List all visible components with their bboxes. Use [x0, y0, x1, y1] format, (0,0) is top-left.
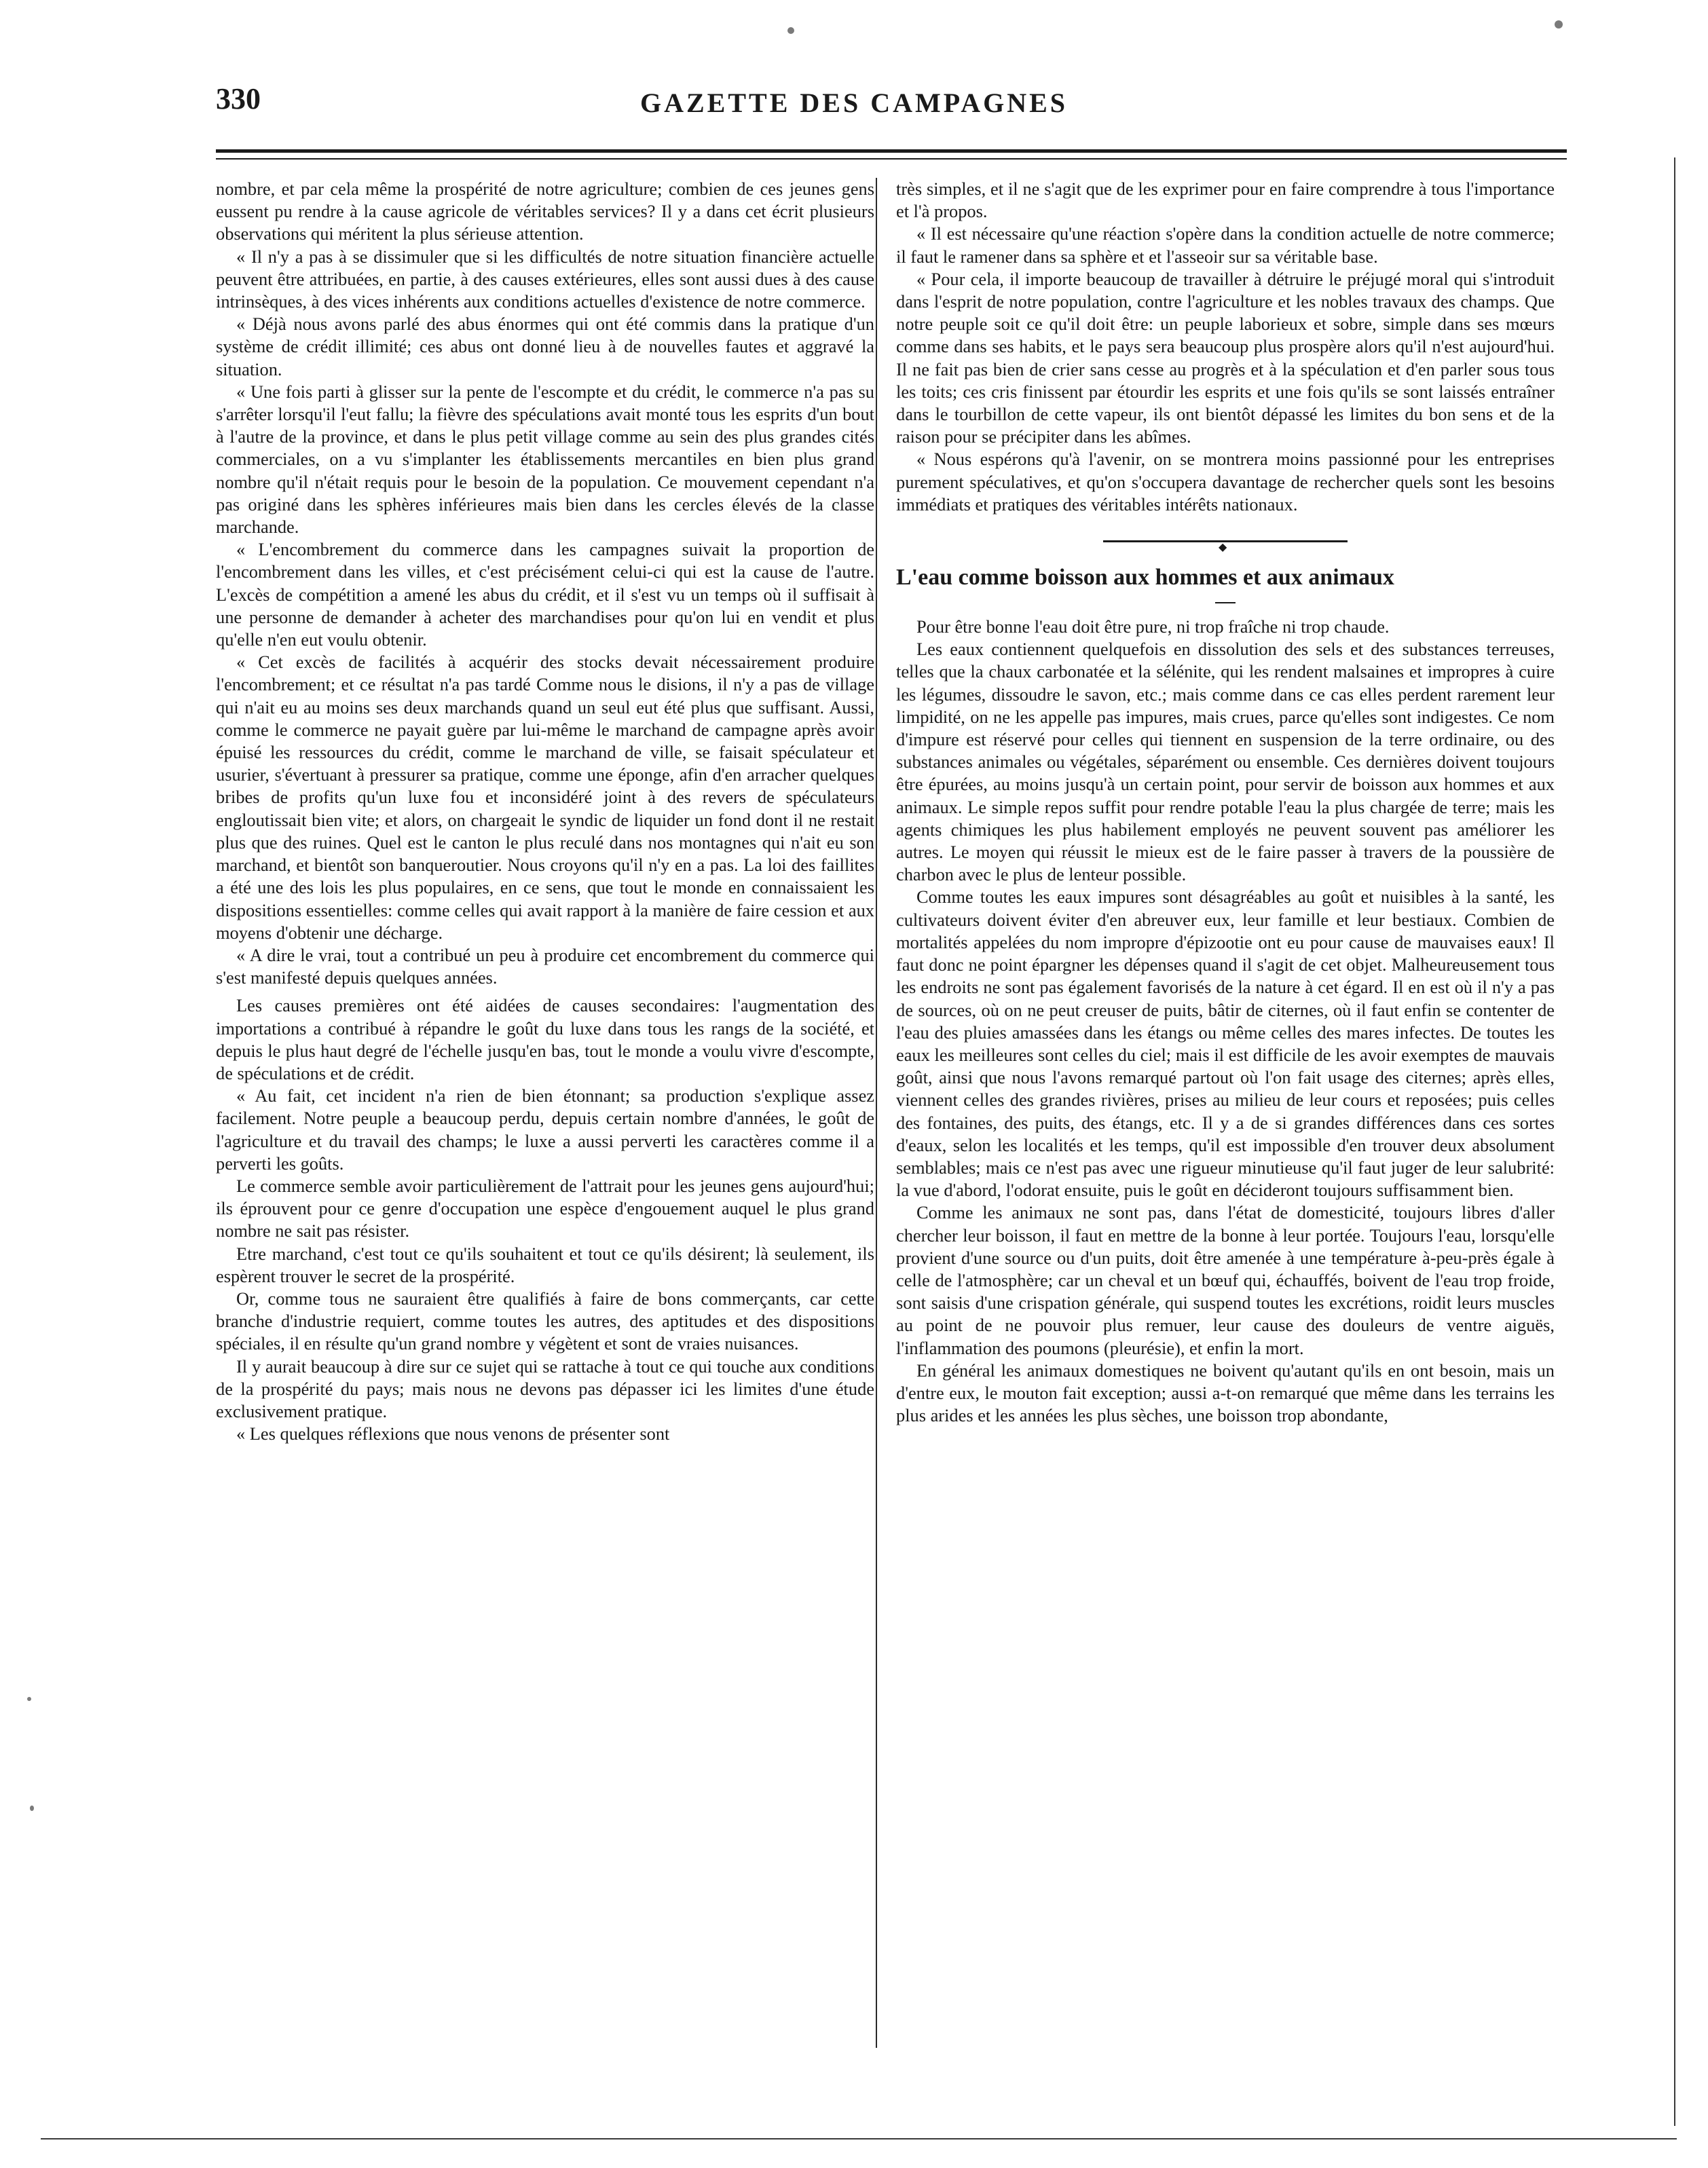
page-number: 330: [216, 82, 261, 115]
paragraph: « Les quelques réflexions que nous venons de présenter sont: [236, 1423, 670, 1444]
column-divider: [876, 178, 877, 2048]
scan-speck: [30, 1806, 34, 1811]
paragraph: « A dire le vrai, tout a contribué un peu à produire cet encombrement du commerce qui s'est manifesté depuis quelques années.: [216, 944, 874, 988]
paragraph: Pour être bonne l'eau doit être pure, ni trop fraîche ni trop chaude.: [916, 616, 1390, 637]
paragraph: « Au fait, cet incident n'a rien de bien étonnant; sa production s'explique assez facilement. Notre peuple a beaucoup perdu, depuis certain nombre d'années, le goût de l'agriculture et du travail des champs; le luxe a aussi perverti les caractères comme il a perverti les goûts.: [216, 1085, 874, 1174]
separator-ornament: ◆: [1219, 542, 1227, 554]
paragraph: En général les animaux domestiques ne boivent qu'autant qu'ils en ont besoin, mais un d'entre eux, le mouton fait exception; aussi a-t-on remarqué que même dans les terrains les plus arides et les années les plus sèches, une boisson trop abondante,: [896, 1360, 1555, 1426]
right-column: [896, 178, 1555, 1427]
paragraph: Or, comme tous ne sauraient être qualifiés à faire de bons commerçants, car cette branche d'industrie requiert, comme toutes les autres, des aptitudes et des dispositions spéciales, il en résulte qu'un grand nombre y végètent et sont de vraies nuisances.: [216, 1288, 874, 1354]
paragraph: Comme les animaux ne sont pas, dans l'état de domesticité, toujours libres d'aller chercher leur boisson, il faut en mettre de la bonne à leur portée. Toujours l'eau, lorsqu'elle provient d'une source ou d'un puits, doit être amenée à une température à-peu-près égale à celle de l'atmosphère; car un cheval et un bœuf qui, échauffés, boivent de l'eau trop froide, sont saisis d'une crispation générale, qui suspend toutes les excrétions, roidit leurs muscles au point de ne pouvoir plus remuer, leur cause des douleurs de ventre aiguës, l'inflammation des poumons (pleurésie), et enfin la mort.: [896, 1202, 1555, 1358]
title-rule: [1215, 602, 1236, 603]
paragraph: Comme toutes les eaux impures sont désagréables au goût et nuisibles à la santé, les cultivateurs doivent éviter d'en abreuver eux, leur famille et leur bestiaux. Combien de mortalités appelées du nom impropre d'épizootie ont eu pour cause de mauvaises eaux! Il faut donc ne point épargner les dépenses quand il s'agit de cet objet. Malheureusement tous les endroits ne sont pas également favorisés de la nature à cet égard. Il en est où il n'y a pas de sources, où on ne peut creuser de puits, bâtir de citernes, où il faut enfin se contenter de l'eau des pluies amassées dans les étangs ou même celles des mares infectes. De toutes les eaux les meilleures sont celles du ciel; mais il est difficile de les avoir exemptes de mauvais goût, ainsi que nous l'avons remarqué partout où l'on fait usage des citernes; après elles, viennent celles des grandes rivières, prises au milieu de leur cours et reposées; puis celles des fontaines, des puits, des étangs, etc. Il y a de si grandes différences dans ces sortes d'eaux, selon les localités et les temps, qu'il est impossible d'en trouver deux absolument semblables; mais ce n'est pas avec une rigueur minutieuse qu'il faut juger de leur salubrité: la vue d'abord, l'odorat ensuite, puis le goût en décideront toujours suffisamment bien.: [896, 886, 1555, 1201]
paragraph: « Cet excès de facilités à acquérir des stocks devait nécessairement produire l'encombrement; et ce résultat n'a pas tardé Comme nous le disions, il n'y a pas de village qui n'ait eu au moins ses deux marchands quand un seul eut été plus que suffisant. Aussi, comme le commerce ne payait guère par lui-même le marchand de campagne après avoir épuisé les ressources du crédit, comme le marchand de ville, se faisait spéculateur et usurier, s'évertuant à pressurer sa pratique, comme une éponge, afin d'en arracher quelques bribes de profits qu'un luxe fou et inconsidéré joint à des revers de spéculateurs engloutissait bien vite; et alors, on chargeait le syndic de liquider un fond dont il ne restait plus que des ruines. Quel est le canton le plus reculé dans nos montagnes qui n'ait eu son marchand, et bientôt son banqueroutier. Nous croyons qu'il n'y en a pas. La loi des faillites a été une des lois les plus populaires, en ce sens, que tout le monde en connaissaient les dispositions essentielles: comme celles qui avait rapport à la manière de faire cession et aux moyens d'obtenir une décharge.: [216, 652, 874, 943]
paragraph: nombre, et par cela même la prospérité de notre agriculture; combien de ces jeunes gens eussent pu rendre à la cause agricole de véritables services? Il y a dans cet écrit plusieurs observations qui méritent la plus sérieuse attention.: [216, 179, 874, 244]
paragraph: très simples, et il ne s'agit que de les exprimer pour en faire comprendre à tous l'importance et l'à propos.: [896, 179, 1555, 222]
paragraph: Etre marchand, c'est tout ce qu'ils souhaitent et tout ce qu'ils désirent; là seulement, ils espèrent trouver le secret de la prospérité.: [216, 1243, 874, 1286]
paragraph: Les eaux contiennent quelquefois en dissolution des sels et des substances terreuses, telles que la chaux carbonatée et la sélénite, qui les rendent malsaines et impropres à cuire les légumes, dissoudre le savon, etc.; mais comme dans ce cas elles perdent rarement leur limpidité, on ne les appelle pas impures, mais crues, parce qu'elles sont indigestes. Ce nom d'impure est réservé pour celles qui tiennent en suspension de la terre ordinaire, ou des substances animales ou végétales, séparément ou ensemble. Ces dernières doivent toujours être épurées, au moins jusqu'à un certain point, pour servir de boisson aux hommes et aux animaux. Le simple repos suffit pour rendre potable l'eau la plus chargée de terre; mais les agents chimiques les plus habilement employés ne peuvent souvent pas améliorer les autres. Le moyen qui réussit le mieux est de le faire passer à travers de la poussière de charbon avec le plus de lenteur possible.: [896, 639, 1555, 885]
paragraph: Les causes premières ont été aidées de causes secondaires: l'augmentation des importations a contribué à répandre le goût du luxe dans tous les rangs de la société, et depuis le plus haut degré de l'échelle jusqu'en bas, tout le monde a voulu vivre d'escompte, de spéculations et de crédit.: [216, 995, 874, 1083]
running-head-title: GAZETTE DES CAMPAGNES: [639, 88, 1068, 118]
paragraph: « Nous espérons qu'à l'avenir, on se montrera moins passionné pour les entreprises purement spéculatives, et qu'on s'occupera davantage de rechercher quels sont les besoins immédiats et pratiques des véritables intérêts nationaux.: [896, 449, 1555, 515]
scan-speck: [1555, 20, 1563, 29]
paragraph: « Pour cela, il importe beaucoup de travailler à détruire le préjugé moral qui s'introduit dans l'esprit de notre population, contre l'agriculture et les nobles travaux des champs. Que notre peuple soit ce qu'il doit être: un peuple laborieux et sobre, simple dans ses mœurs comme dans ses habits, et le pays sera beaucoup plus prospère alors qu'il n'est aujourd'hui. Il ne fait pas bien de crier sans cesse au progrès et à la spéculation et d'en parler sous tous les toits; ces cris finissent par étourdir les esprits et une fois qu'ils se sont laissés entraîner dans le tourbillon de cette vapeur, ils ont bientôt dépassé les limites du bon sens et de la raison pour se précipiter dans les abîmes.: [896, 268, 1555, 447]
page-frame-bottom: [41, 2138, 1677, 2139]
page-frame-right: [1674, 157, 1675, 2126]
paragraph: « Il n'y a pas à se dissimuler que si les difficultés de notre situation financière actuelle peuvent être attribuées, en partie, à des causes extérieures, elles sont aussi dues à des cause intrinsèques, à des vices inhérents aux conditions actuelles d'existence de notre commerce.: [216, 246, 874, 312]
paragraph: « Il est nécessaire qu'une réaction s'opère dans la condition actuelle de notre commerce; il faut le ramener dans sa sphère et et l'asseoir sur sa véritable base.: [896, 223, 1555, 267]
paragraph: « Déjà nous avons parlé des abus énormes qui ont été commis dans la pratique d'un système de crédit illimité; ces abus ont donné lieu à de nouvelles fautes et aggravé la situation.: [216, 314, 874, 379]
scan-speck: [27, 1697, 31, 1701]
paragraph: « Une fois parti à glisser sur la pente de l'escompte et du crédit, le commerce n'a pas su s'arrêter lorsqu'il l'eut fallu; la fièvre des spéculations avait monté tous les esprits d'un bout à l'autre de la province, et dans le plus petit village comme au sein des plus grandes cités commerciales, on a vu s'implanter les établissements mercantiles en bien plus grand nombre qu'il n'était requis pour le besoin de la population. Ce mouvement cependant n'a pas originé dans les sphères inférieures mais bien dans les cercles élevés de la classe marchande.: [216, 381, 874, 538]
article-separator: [1103, 540, 1348, 554]
article-title: L'eau comme boisson aux hommes et aux animaux: [896, 565, 1394, 591]
paragraph: Il y aurait beaucoup à dire sur ce sujet qui se rattache à tout ce qui touche aux conditions de la prospérité du pays; mais nous ne devons pas dépasser ici les limites d'une étude exclusivement pratique.: [216, 1356, 874, 1421]
header-double-rule: [216, 149, 1567, 160]
scan-speck: [787, 27, 794, 34]
paragraph: « L'encombrement du commerce dans les campagnes suivait la proportion de l'encombrement dans les villes, et c'est précisément celui-ci qui est la cause de l'autre. L'excès de compétition a amené les abus du crédit, et il s'est vu un temps où il suffisait à une personne de demander à acheter des marchandises pour qu'on lui en vendit et plus qu'elle n'en eut voulu obtenir.: [216, 539, 874, 650]
left-column: [216, 178, 874, 1445]
paragraph: Le commerce semble avoir particulièrement de l'attrait pour les jeunes gens aujourd'hui; ils éprouvent pour ce genre d'occupation une espèce d'engouement auquel le plus grand nombre ne sait pas résister.: [216, 1175, 874, 1241]
